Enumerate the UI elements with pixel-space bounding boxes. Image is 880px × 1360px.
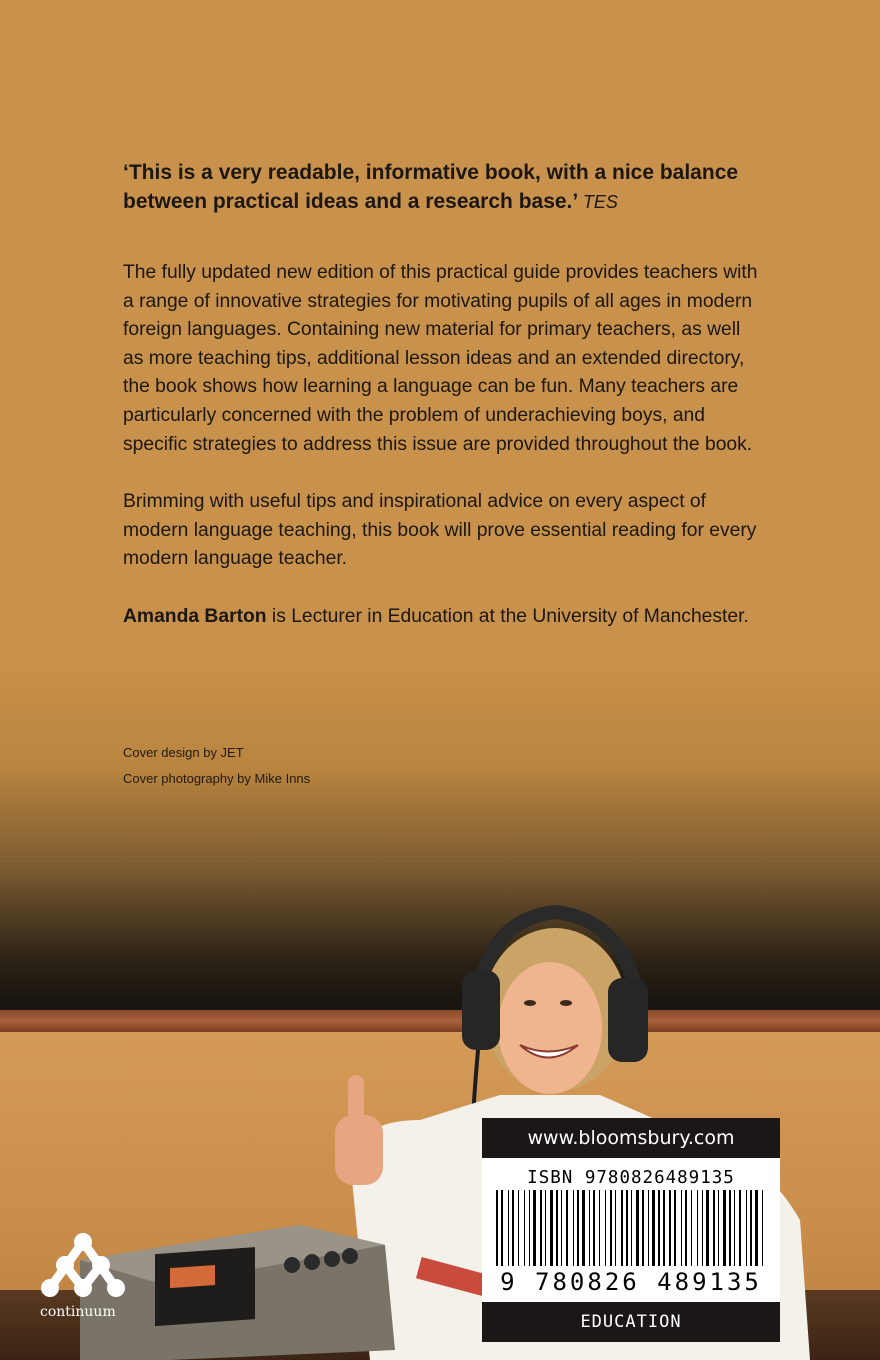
- review-quote-text: ‘This is a very readable, informative book, with a nice balance between practical ideas and a research base.’: [123, 161, 739, 213]
- isbn-label: ISBN 9780826489135: [527, 1168, 735, 1188]
- description-paragraph-2: Brimming with useful tips and inspirational advice on every aspect of modern language teaching, this book will prove essential reading for every modern language teacher.: [123, 491, 757, 570]
- cover-photo-credit: Cover photography by Mike Inns: [123, 771, 311, 786]
- publisher-url[interactable]: www.bloomsbury.com: [482, 1118, 780, 1158]
- barcode-icon: [494, 1190, 768, 1268]
- category-label: EDUCATION: [482, 1302, 780, 1342]
- back-cover-text: [123, 158, 763, 661]
- cover-credits: [123, 740, 310, 792]
- review-quote: [123, 158, 763, 217]
- publisher-name: continuum: [40, 1304, 116, 1320]
- continuum-logo-icon: [38, 1232, 128, 1302]
- author-bio-text: is Lecturer in Education at the University of Manchester.: [266, 605, 749, 627]
- author-name: Amanda Barton: [123, 605, 267, 627]
- barcode-box: [482, 1158, 780, 1302]
- author-bio: [123, 603, 763, 632]
- description-paragraph-1: The fully updated new edition of this practical guide provides teachers with a range of innovative strategies for motivating pupils of all ages in modern foreign languages. Containing new material for primary teachers, as well as more teaching tips, additional lesson ideas and an extended directory, the book shows how learning a language can be fun. Many teachers are particularly concerned with the problem of underachieving boys, and specific strategies to address this issue are provided throughout the book.: [123, 262, 758, 455]
- isbn-panel: [482, 1118, 780, 1342]
- review-source: TES: [582, 192, 618, 212]
- ean-digits: 9 780826 489135: [500, 1268, 762, 1296]
- cover-design-credit: Cover design by JET: [123, 745, 244, 760]
